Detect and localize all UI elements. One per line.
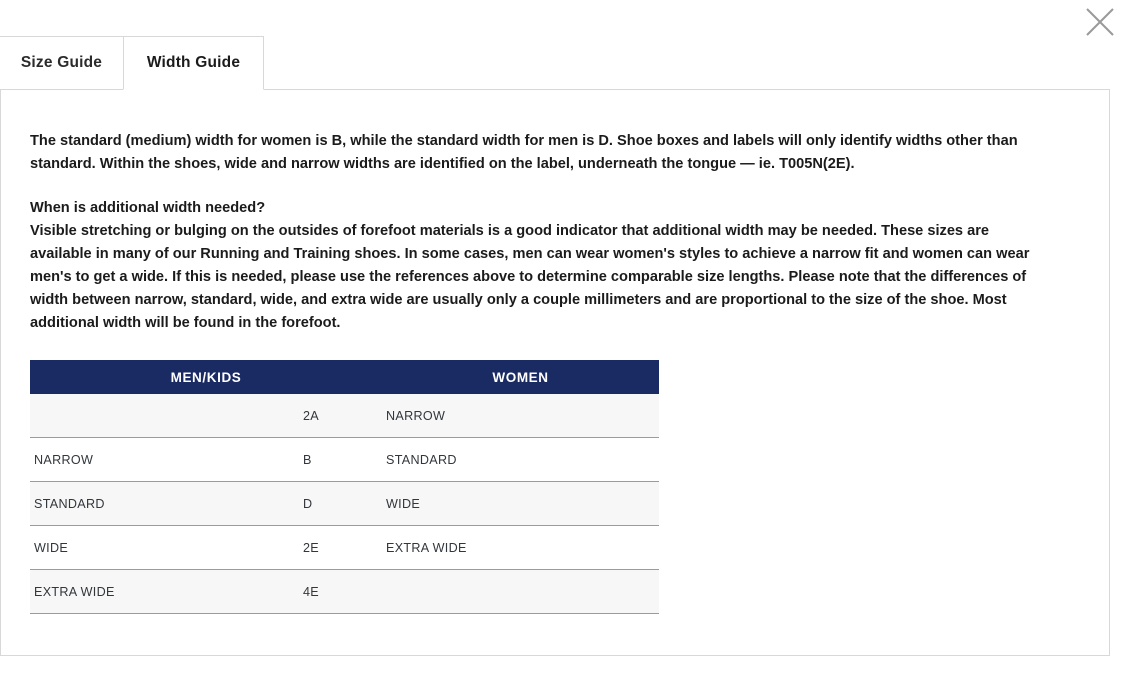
width-conversion-table [30, 360, 659, 614]
panel-content [1, 90, 1109, 614]
paragraph1-line-2: standard. Within the shoes, wide and narrow widths are identified on the label, underneath the tongue — ie. T005N(2E). [30, 156, 855, 172]
width-guide-panel [0, 89, 1110, 656]
tab-size-guide-label: Size Guide [20, 54, 103, 71]
cell-code: B [301, 438, 382, 482]
cell-code: 2A [301, 394, 382, 438]
tab-width-guide-label: Width Guide [146, 54, 241, 71]
table-row [30, 394, 659, 438]
paragraph2-line-1: When is additional width needed? [30, 200, 266, 216]
cell-men: NARROW [30, 438, 301, 482]
table-header-women: WOMEN [382, 360, 659, 394]
paragraph2-line-6: additional width will be found in the forefoot. [30, 315, 341, 331]
paragraph1-line-1: The standard (medium) width for women is B, while the standard width for men is D. Shoe boxes and labels will only identify widths other than [30, 133, 1018, 149]
cell-men: STANDARD [30, 482, 301, 526]
cell-code: 4E [301, 570, 382, 614]
tab-width-guide[interactable] [123, 36, 264, 90]
cell-code: 2E [301, 526, 382, 570]
table-header-men-kids: MEN/KIDS [30, 360, 382, 394]
cell-men: EXTRA WIDE [30, 570, 301, 614]
paragraph-standard-width [30, 130, 1070, 176]
tab-strip [0, 34, 1112, 90]
paragraph2-line-3: available in many of our Running and Training shoes. In some cases, men can wear women's styles to achieve a narrow fit and women can wear [30, 246, 1030, 262]
cell-code: D [301, 482, 382, 526]
cell-women: WIDE [382, 482, 659, 526]
table-row [30, 526, 659, 570]
table-row [30, 482, 659, 526]
table-header-row [30, 360, 659, 394]
table-row [30, 438, 659, 482]
paragraph2-line-2: Visible stretching or bulging on the outsides of forefoot materials is a good indicator that additional width may be needed. These sizes are [30, 223, 990, 239]
paragraph2-line-5: width between narrow, standard, wide, and extra wide are usually only a couple millimeters and are proportional to the size of the shoe. Most [30, 292, 1007, 308]
cell-women [382, 570, 659, 614]
cell-women: STANDARD [382, 438, 659, 482]
cell-men: WIDE [30, 526, 301, 570]
paragraph-additional-width [30, 197, 1070, 335]
cell-women: NARROW [382, 394, 659, 438]
tab-size-guide[interactable] [0, 36, 124, 90]
cell-men [30, 394, 301, 438]
table-row [30, 570, 659, 614]
paragraph2-line-4: men's to get a wide. If this is needed, please use the references above to determine comparable size lengths. Please note that the differences of [30, 269, 1027, 285]
cell-women: EXTRA WIDE [382, 526, 659, 570]
